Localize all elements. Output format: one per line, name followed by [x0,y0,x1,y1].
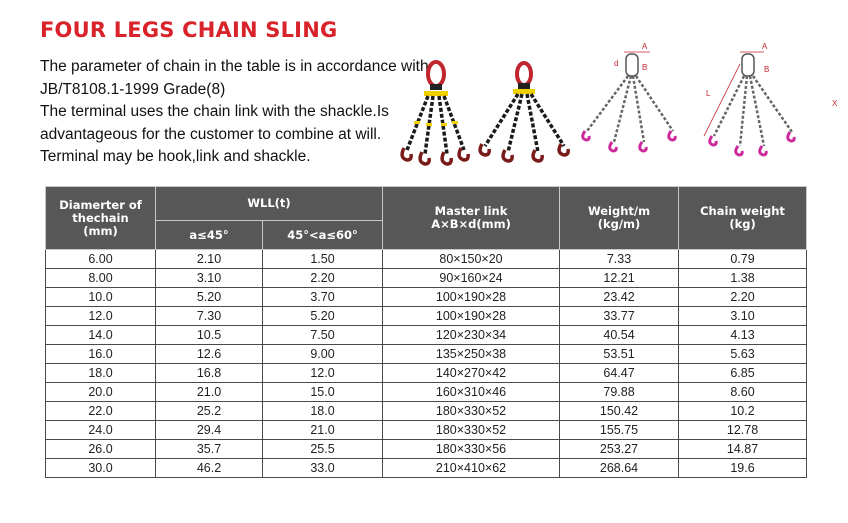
table-cell: 10.5 [156,326,263,345]
table-cell: 25.5 [263,440,383,459]
dim-label-l: L [706,89,711,98]
table-cell: 1.38 [679,269,807,288]
description-line: advantageous for the customer to combine at will. [40,125,382,143]
table-row [46,326,807,345]
description-line: The parameter of chain in the table is in accordance with [40,58,429,75]
table-cell: 3.10 [156,269,263,288]
table-row [46,402,807,421]
sling-diagram-4 [704,42,838,155]
table-cell: 3.10 [679,307,807,326]
table-cell: 135×250×38 [383,345,560,364]
table-cell: 2.20 [263,269,383,288]
table-cell: 14.87 [679,440,807,459]
table-cell: 80×150×20 [383,250,560,269]
header-weight-per-meter: Weight/m (kg/m) [560,187,679,250]
table-cell: 16.0 [46,345,156,364]
page-corner-mask [0,0,120,5]
table-cell: 3.70 [263,288,383,307]
table-cell: 5.20 [156,288,263,307]
table-cell: 210×410×62 [383,459,560,478]
table-cell: 35.7 [156,440,263,459]
dim-label-x: X [832,99,838,108]
table-cell: 46.2 [156,459,263,478]
description-line: The terminal uses the chain link with the shackle.Is [40,103,389,120]
table-cell: 14.0 [46,326,156,345]
table-cell: 18.0 [263,402,383,421]
header-master-link: Master link A×B×d(mm) [383,187,560,250]
table-cell: 268.64 [560,459,679,478]
table-cell: 26.0 [46,440,156,459]
sling-photo-1 [402,62,468,164]
table-cell: 9.00 [263,345,383,364]
table-cell: 7.33 [560,250,679,269]
dim-label-a2: A [762,42,768,51]
table-row [46,440,807,459]
table-cell: 40.54 [560,326,679,345]
table-cell: 25.2 [156,402,263,421]
table-row [46,345,807,364]
table-cell: 15.0 [263,383,383,402]
header-wll-angle-60: 45°<a≤60° [263,221,383,250]
dim-label-b2: B [764,65,770,74]
table-cell: 7.50 [263,326,383,345]
table-cell: 53.51 [560,345,679,364]
dim-label-a: A [642,42,648,51]
table-cell: 64.47 [560,364,679,383]
table-cell: 180×330×52 [383,402,560,421]
table-cell: 23.42 [560,288,679,307]
table-row [46,250,807,269]
table-cell: 19.6 [679,459,807,478]
table-cell: 12.78 [679,421,807,440]
table-cell: 7.30 [156,307,263,326]
table-cell: 100×190×28 [383,307,560,326]
page-title: FOUR LEGS CHAIN SLING [40,18,338,42]
dim-label-d: d [614,59,619,68]
table-cell: 2.10 [156,250,263,269]
table-cell: 21.0 [156,383,263,402]
table-cell: 30.0 [46,459,156,478]
table-cell: 0.79 [679,250,807,269]
header-wll: WLL(t) [156,187,383,221]
table-row [46,269,807,288]
table-cell: 33.0 [263,459,383,478]
table-cell: 1.50 [263,250,383,269]
header-wll-angle-45: a≤45° [156,221,263,250]
table-cell: 100×190×28 [383,288,560,307]
table-row [46,307,807,326]
table-cell: 12.0 [263,364,383,383]
table-cell: 5.20 [263,307,383,326]
chain-spec-table [45,186,807,478]
table-cell: 24.0 [46,421,156,440]
dim-label-b: B [642,63,648,72]
table-row [46,288,807,307]
table-cell: 180×330×52 [383,421,560,440]
table-cell: 5.63 [679,345,807,364]
table-cell: 10.0 [46,288,156,307]
table-cell: 12.6 [156,345,263,364]
table-row [46,459,807,478]
table-cell: 150.42 [560,402,679,421]
table-cell: 2.20 [679,288,807,307]
table-cell: 10.2 [679,402,807,421]
sling-photo-2 [480,63,568,161]
header-chain-weight: Chain weight (kg) [679,187,807,250]
table-cell: 253.27 [560,440,679,459]
table-cell: 33.77 [560,307,679,326]
table-cell: 79.88 [560,383,679,402]
table-cell: 6.00 [46,250,156,269]
description-line: JB/T8108.1-1999 Grade(8) [40,80,226,98]
table-cell: 18.0 [46,364,156,383]
table-cell: 90×160×24 [383,269,560,288]
table-cell: 12.0 [46,307,156,326]
table-cell: 29.4 [156,421,263,440]
description-block [40,56,430,169]
table-cell: 12.21 [560,269,679,288]
table-cell: 6.85 [679,364,807,383]
description-line: Terminal may be hook,link and shackle. [40,148,311,165]
table-cell: 8.60 [679,383,807,402]
table-row [46,421,807,440]
table-body [46,250,807,478]
table-cell: 120×230×34 [383,326,560,345]
table-row [46,364,807,383]
table-cell: 21.0 [263,421,383,440]
table-cell: 22.0 [46,402,156,421]
table-cell: 180×330×56 [383,440,560,459]
table-row [46,383,807,402]
chain-sling-illustrations [392,34,842,166]
table-cell: 140×270×42 [383,364,560,383]
table-cell: 4.13 [679,326,807,345]
table-cell: 16.8 [156,364,263,383]
table-cell: 155.75 [560,421,679,440]
table-cell: 20.0 [46,383,156,402]
sling-diagram-3 [583,42,675,151]
header-diameter: Diamerter of thechain (mm) [46,187,156,250]
table-cell: 8.00 [46,269,156,288]
table-cell: 160×310×46 [383,383,560,402]
